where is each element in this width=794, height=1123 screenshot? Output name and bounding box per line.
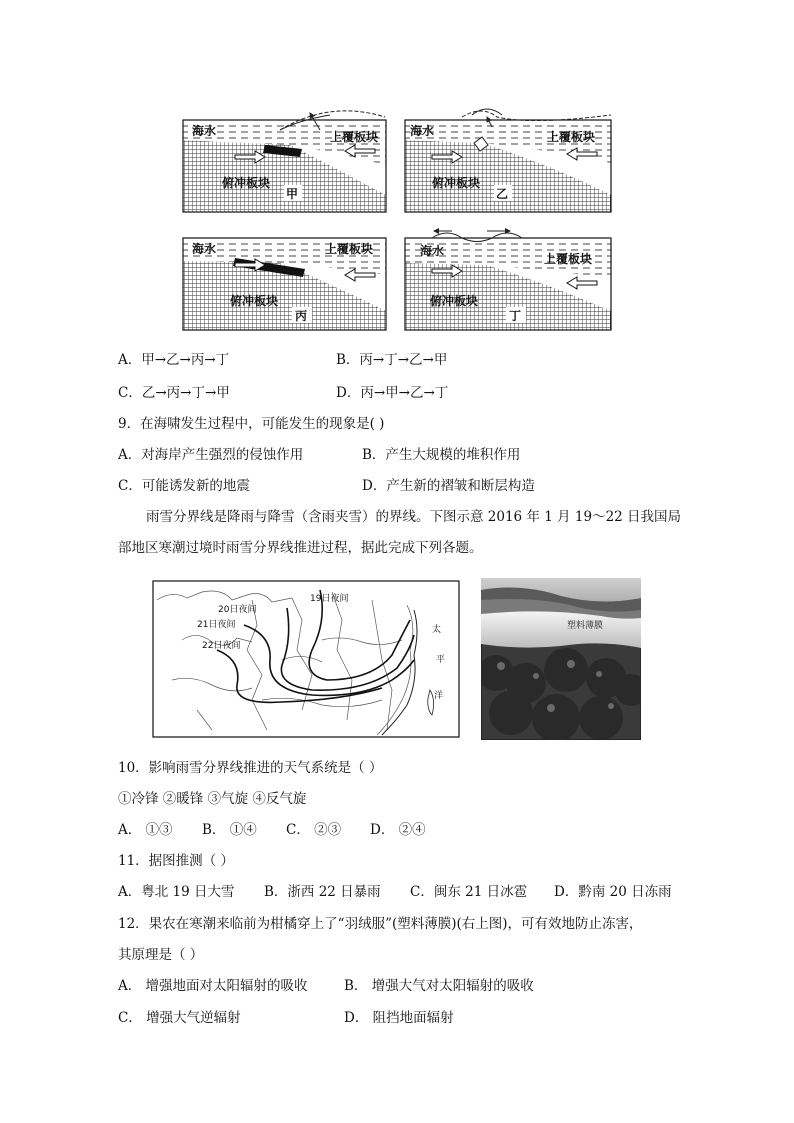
q9-stem: 9．在海啸发生过程中，可能发生的现象是( ): [118, 416, 385, 432]
q10-stem: 10．影响雨雪分界线推进的天气系统是（ ）: [118, 760, 383, 776]
map-label-21: 21日夜间: [197, 620, 236, 630]
q11-option-c[interactable]: C．闽东 21 日冰雹: [410, 884, 528, 900]
rain-snow-boundary-map: [152, 580, 460, 738]
photo-label: 塑料薄膜: [567, 621, 604, 631]
q8-option-c[interactable]: C．乙→丙→丁→甲: [118, 385, 230, 401]
upper-plate-label: 上覆板块: [544, 252, 593, 266]
sea-label: 海水: [192, 124, 217, 138]
intro-line-1: 雨雪分界线是降雨与降雪（含雨夹雪）的界线。下图示意 2016 年 1 月 19～22 日我国局: [146, 509, 682, 525]
subduction-diagrams: [180, 105, 620, 335]
panel-ding: [405, 231, 611, 330]
q8-option-a[interactable]: A．甲→乙→丙→丁: [118, 352, 230, 368]
q9-option-a[interactable]: A．对海岸产生强烈的侵蚀作用: [118, 447, 304, 463]
lower-plate-label: 俯冲板块: [432, 176, 481, 190]
panel-tag: 丁: [509, 309, 522, 323]
q11-stem: 11．据图推测（ ）: [118, 853, 234, 869]
upper-plate-label: 上覆板块: [547, 130, 596, 144]
ocean-label-3: 洋: [434, 691, 444, 701]
intro-line-2: 部地区寒潮过境时雨雪分界线推进过程，据此完成下列各题。: [118, 540, 483, 556]
panel-tag: 乙: [496, 187, 509, 201]
q10-option-b[interactable]: B． ①④: [202, 822, 257, 838]
q12-option-c[interactable]: C． 增强大气逆辐射: [118, 1010, 241, 1026]
q8-option-d[interactable]: D．丙→甲→乙→丁: [336, 385, 449, 401]
panel-yi: [405, 109, 611, 212]
q12-option-b[interactable]: B． 增强大气对太阳辐射的吸收: [344, 978, 534, 994]
upper-plate-label: 上覆板块: [325, 242, 374, 256]
q12-stem-line-2: 其原理是（ ）: [118, 947, 204, 963]
q10-option-d[interactable]: D． ②④: [370, 822, 426, 838]
sea-label: 海水: [410, 124, 435, 138]
lower-plate-label: 俯冲板块: [222, 176, 271, 190]
panel-tag: 丙: [295, 309, 308, 323]
lower-plate-label: 俯冲板块: [230, 294, 279, 308]
panel-jia: [183, 111, 386, 212]
q8-option-b[interactable]: B．丙→丁→乙→甲: [336, 352, 448, 368]
map-label-22: 22日夜间: [202, 641, 241, 651]
panel-bing: [183, 238, 386, 330]
q12-stem-line-1: 12．果农在寒潮来临前为柑橘穿上了“羽绒服”(塑料薄膜)(右上图)，可有效地防止冻害，: [118, 916, 643, 932]
ocean-label-1: 太: [432, 625, 442, 635]
map-label-20: 20日夜间: [218, 605, 257, 615]
sea-label: 海水: [420, 244, 445, 258]
sea-label: 海水: [192, 242, 217, 256]
lower-plate-label: 俯冲板块: [430, 294, 479, 308]
q10-items: ①冷锋 ②暖锋 ③气旋 ④反气旋: [118, 791, 307, 807]
q9-option-b[interactable]: B．产生大规模的堆积作用: [362, 447, 521, 463]
q12-option-a[interactable]: A． 增强地面对太阳辐射的吸收: [118, 978, 308, 994]
q10-option-a[interactable]: A． ①③: [118, 822, 173, 838]
q11-option-b[interactable]: B．浙西 22 日暴雨: [264, 884, 381, 900]
map-label-19: 19日夜间: [310, 594, 349, 604]
q11-option-a[interactable]: A．粤北 19 日大雪: [118, 884, 235, 900]
panel-tag: 甲: [286, 187, 299, 201]
q12-option-d[interactable]: D． 阻挡地面辐射: [344, 1010, 454, 1026]
citrus-plastic-film-photo: [481, 578, 641, 740]
upper-plate-label: 上覆板块: [330, 130, 379, 144]
q9-option-c[interactable]: C．可能诱发新的地震: [118, 478, 250, 494]
q10-option-c[interactable]: C． ②③: [286, 822, 342, 838]
ocean-label-2: 平: [436, 655, 446, 665]
q11-option-d[interactable]: D．黔南 20 日冻雨: [554, 884, 672, 900]
q9-option-d[interactable]: D．产生新的褶皱和断层构造: [362, 478, 535, 494]
